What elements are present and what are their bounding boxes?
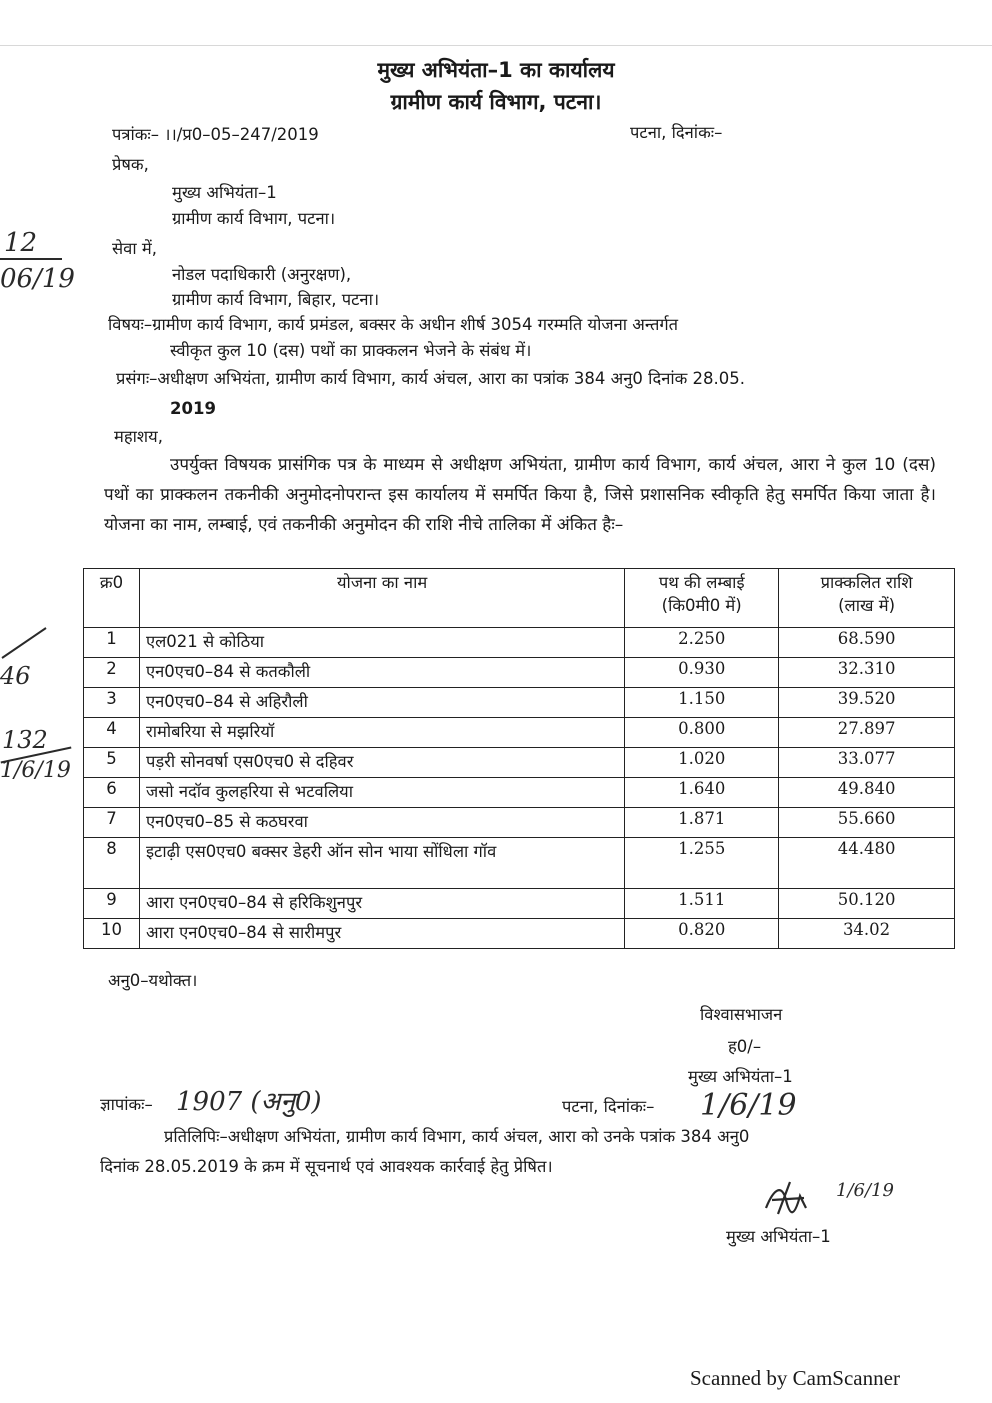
sender-line2: ग्रामीण कार्य विभाग, पटना।: [172, 209, 336, 228]
letter-number: पत्रांकः– ।।/प्र0–05–247/2019: [112, 125, 319, 144]
cell-sr: 5: [84, 748, 140, 778]
table-row: [84, 778, 955, 808]
table-row: [84, 748, 955, 778]
table-header-row: [84, 569, 955, 628]
cell-length: 1.511: [625, 889, 779, 919]
body-paragraph: [104, 450, 936, 540]
signature-scribble: [760, 1178, 840, 1222]
subject-line1: विषयः–ग्रामीण कार्य विभाग, कार्य प्रमंडल, बक्सर के अधीन शीर्ष 3054 गरम्मति योजना अन्तर्गत: [108, 315, 679, 334]
body-text: उपर्युक्त विषयक प्रासंगिक पत्र के माध्यम से अधीक्षण अभियंता, ग्रामीण कार्य विभाग, कार्य अंचल, आरा ने कुल 10 (दस) पथों का प्राक्कलन तकनीकी अनुमोदनोपरान्त इस कार्यालय में समर्पित किया है, जिसे प्रशासनिक स्वीकृति हेतु समर्पित किया जाता है। योजना का नाम, लम्बाई, एवं तकनीकी अनुमोदन की राशि नीचे तालिका में अंकित हैः–: [104, 455, 936, 535]
cell-name: एल021 से कोठिया: [139, 628, 624, 658]
scanner-watermark: Scanned by CamScanner: [690, 1366, 900, 1390]
cell-length: 1.020: [625, 748, 779, 778]
table-row: [84, 718, 955, 748]
header-length: [625, 569, 779, 628]
cell-amount: 49.840: [779, 778, 955, 808]
recipient-line2: ग्रामीण कार्य विभाग, बिहार, पटना।: [172, 290, 380, 309]
recipient-line1: नोडल पदाधिकारी (अनुरक्षण),: [172, 265, 352, 284]
memo-label: ज्ञापांकः–: [100, 1095, 153, 1114]
table-row: [84, 688, 955, 718]
cell-sr: 3: [84, 688, 140, 718]
signature-designation: मुख्य अभियंता–1: [726, 1227, 831, 1246]
header-sr: क्र0: [84, 569, 140, 628]
header-length-line2: (कि0मी0 में): [661, 596, 742, 615]
cell-length: 1.640: [625, 778, 779, 808]
cell-sr: 1: [84, 628, 140, 658]
table-row: [84, 808, 955, 838]
cell-name: रामोबरिया से मझरियॉ: [139, 718, 624, 748]
cell-length: 1.255: [625, 838, 779, 889]
closing-signed: ह0/–: [728, 1037, 762, 1056]
copy-line2: दिनांक 28.05.2019 के क्रम में सूचनार्थ एवं आवश्यक कार्रवाई हेतु प्रेषित।: [100, 1157, 553, 1176]
scheme-table: [83, 568, 955, 949]
cell-amount: 34.02: [779, 919, 955, 949]
header-amount: [779, 569, 955, 628]
cell-amount: 68.590: [779, 628, 955, 658]
reference-line1: प्रसंगः–अधीक्षण अभियंता, ग्रामीण कार्य विभाग, कार्य अंचल, आरा का पत्रांक 384 अनु0 दिनांक 28.05.: [116, 369, 746, 388]
memo-number-handwritten: 1907 (अनु0): [176, 1087, 322, 1117]
enclosure: अनु0–यथोक्त।: [108, 971, 198, 990]
reference: [116, 364, 928, 424]
cell-amount: 32.310: [779, 658, 955, 688]
sender-line1: मुख्य अभियंता–1: [172, 183, 277, 202]
cell-length: 0.930: [625, 658, 779, 688]
office-title: मुख्य अभियंता–1 का कार्यालय: [377, 58, 615, 82]
header-length-line1: पथ की लम्बाई: [658, 573, 745, 592]
cell-sr: 4: [84, 718, 140, 748]
margin-note-3-bottom: 1/6/19: [0, 758, 71, 783]
table-row: [84, 919, 955, 949]
cell-name: आरा एन0एच0–84 से हरिकिशुनपुर: [139, 889, 624, 919]
copy-line1: प्रतिलिपिः–अधीक्षण अभियंता, ग्रामीण कार्य विभाग, कार्य अंचल, आरा को उनके पत्रांक 384 अनु0: [164, 1127, 750, 1146]
cell-name: एन0एच0–84 से कतकौली: [139, 658, 624, 688]
header-name: योजना का नाम: [139, 569, 624, 628]
header-amount-line2: (लाख में): [838, 596, 896, 615]
cell-sr: 6: [84, 778, 140, 808]
margin-note-2: 46: [0, 662, 31, 690]
department-title: ग्रामीण कार्य विभाग, पटना।: [390, 90, 602, 114]
cell-amount: 33.077: [779, 748, 955, 778]
cell-amount: 55.660: [779, 808, 955, 838]
table-row: [84, 658, 955, 688]
memo-date-handwritten: 1/6/19: [700, 1088, 797, 1123]
cell-sr: 8: [84, 838, 140, 889]
letter-place-date: पटना, दिनांकः–: [630, 123, 723, 142]
cell-sr: 9: [84, 889, 140, 919]
table-row: [84, 838, 955, 889]
cell-amount: 50.120: [779, 889, 955, 919]
memo-place-date: पटना, दिनांकः–: [562, 1097, 655, 1116]
subject-line2: स्वीकृत कुल 10 (दस) पथों का प्राक्कलन भेजने के संबंध में।: [170, 341, 532, 360]
closing-designation: मुख्य अभियंता–1: [688, 1067, 793, 1086]
cell-length: 1.150: [625, 688, 779, 718]
signature-date-handwritten: 1/6/19: [836, 1180, 894, 1201]
cell-name: एन0एच0–84 से अहिरौली: [139, 688, 624, 718]
cell-amount: 39.520: [779, 688, 955, 718]
cell-amount: 27.897: [779, 718, 955, 748]
sender-label: प्रेषक,: [112, 155, 149, 174]
margin-note-1-top: 12: [4, 228, 38, 258]
reference-line2: 2019: [170, 399, 216, 418]
cell-length: 1.871: [625, 808, 779, 838]
margin-note-1-bottom: 06/19: [0, 264, 75, 294]
header-amount-line1: प्राक्कलित राशि: [820, 573, 913, 592]
cell-name: आरा एन0एच0–84 से सारीमपुर: [139, 919, 624, 949]
margin-note-3-top: 132: [2, 726, 48, 754]
table-row: [84, 628, 955, 658]
cell-name: जसो नदॉव कुलहरिया से भटवलिया: [139, 778, 624, 808]
cell-name: इटाढ़ी एस0एच0 बक्सर डेहरी ऑन सोन भाया सोंधिला गॉव: [139, 838, 624, 889]
cell-name: एन0एच0–85 से कठघरवा: [139, 808, 624, 838]
cell-length: 2.250: [625, 628, 779, 658]
margin-note-1-rule: [0, 258, 62, 260]
salutation: महाशय,: [114, 427, 163, 446]
subject: [108, 312, 928, 364]
recipient-label: सेवा में,: [112, 239, 157, 258]
cell-sr: 2: [84, 658, 140, 688]
table-row: [84, 889, 955, 919]
cell-amount: 44.480: [779, 838, 955, 889]
cell-sr: 7: [84, 808, 140, 838]
cell-name: पड़री सोनवर्षा एस0एच0 से दहिवर: [139, 748, 624, 778]
cell-sr: 10: [84, 919, 140, 949]
cell-length: 0.820: [625, 919, 779, 949]
margin-note-2-mark: [0, 624, 50, 660]
cell-length: 0.800: [625, 718, 779, 748]
closing-yours: विश्वासभाजन: [700, 1005, 783, 1024]
scan-edge-line: [0, 45, 992, 46]
